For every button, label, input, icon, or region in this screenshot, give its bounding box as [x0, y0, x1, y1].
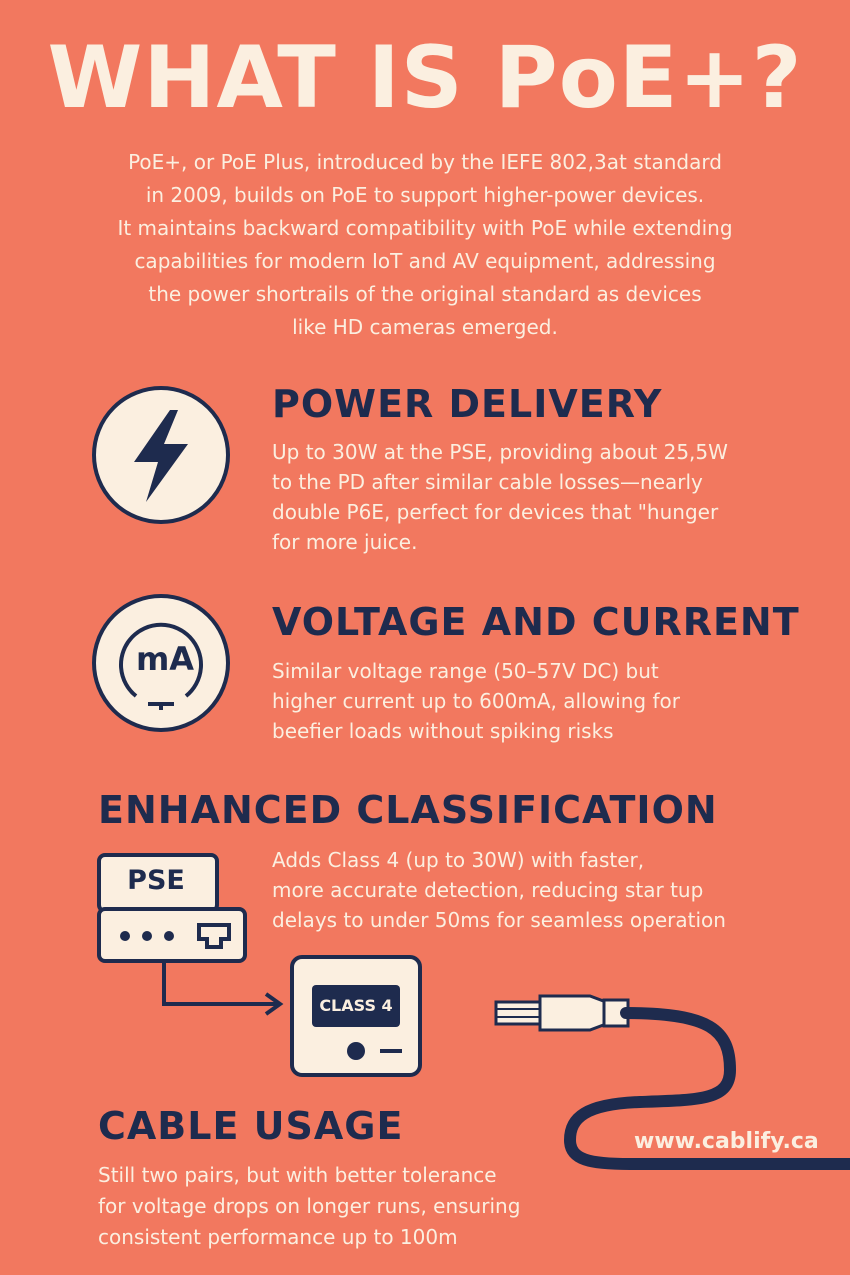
text-line: consistent performance up to 100m: [98, 1225, 458, 1249]
text-line: more accurate detection, reducing star tup: [272, 878, 704, 902]
text-line: delays to under 50ms for seamless operation: [272, 908, 726, 932]
intro-line: It maintains backward compatibility with PoE while extending: [117, 216, 733, 240]
text-line: to the PD after similar cable losses—nearly: [272, 470, 703, 494]
text-line: double P6E, perfect for devices that "hunger: [272, 500, 719, 524]
intro-paragraph: [85, 146, 765, 344]
powered-device-icon: [290, 955, 422, 1077]
voltage-current-heading: VOLTAGE AND CURRENT: [272, 600, 800, 644]
milliamp-label: mA: [135, 640, 195, 678]
enhanced-classification-text: [272, 845, 782, 935]
cable-usage-text: [98, 1160, 578, 1253]
intro-line: capabilities for modern IoT and AV equipment, addressing: [134, 249, 716, 273]
voltage-current-text: [272, 656, 752, 746]
power-delivery-heading: POWER DELIVERY: [272, 382, 663, 426]
intro-line: PoE+, or PoE Plus, introduced by the IEFE 802,3at standard: [128, 150, 722, 174]
text-line: Adds Class 4 (up to 30W) with faster,: [272, 848, 645, 872]
enhanced-classification-heading: ENHANCED CLASSIFICATION: [98, 788, 718, 832]
text-line: beefier loads without spiking risks: [272, 719, 614, 743]
text-line: for more juice.: [272, 530, 418, 554]
text-line: Up to 30W at the PSE, providing about 25,5W: [272, 440, 728, 464]
milliamp-meter-icon: [92, 594, 230, 732]
lightning-bolt-icon: [92, 386, 230, 524]
website-url[interactable]: www.cablify.ca: [634, 1129, 819, 1154]
text-line: Similar voltage range (50–57V DC) but: [272, 659, 659, 683]
text-line: for voltage drops on longer runs, ensuring: [98, 1194, 521, 1218]
class-4-label: CLASS 4: [312, 985, 400, 1027]
cable-usage-heading: CABLE USAGE: [98, 1104, 404, 1148]
pse-device-icon: [97, 853, 247, 963]
power-delivery-text: [272, 437, 772, 557]
intro-line: like HD cameras emerged.: [292, 315, 558, 339]
pse-label: PSE: [127, 865, 185, 896]
intro-line: the power shortrails of the original standard as devices: [148, 282, 702, 306]
text-line: Still two pairs, but with better tolerance: [98, 1163, 497, 1187]
arrow-icon: [150, 960, 290, 1020]
intro-line: in 2009, builds on PoE to support higher-power devices.: [145, 183, 705, 207]
text-line: higher current up to 600mA, allowing for: [272, 689, 680, 713]
page-title: WHAT IS PoE+?: [47, 28, 803, 128]
